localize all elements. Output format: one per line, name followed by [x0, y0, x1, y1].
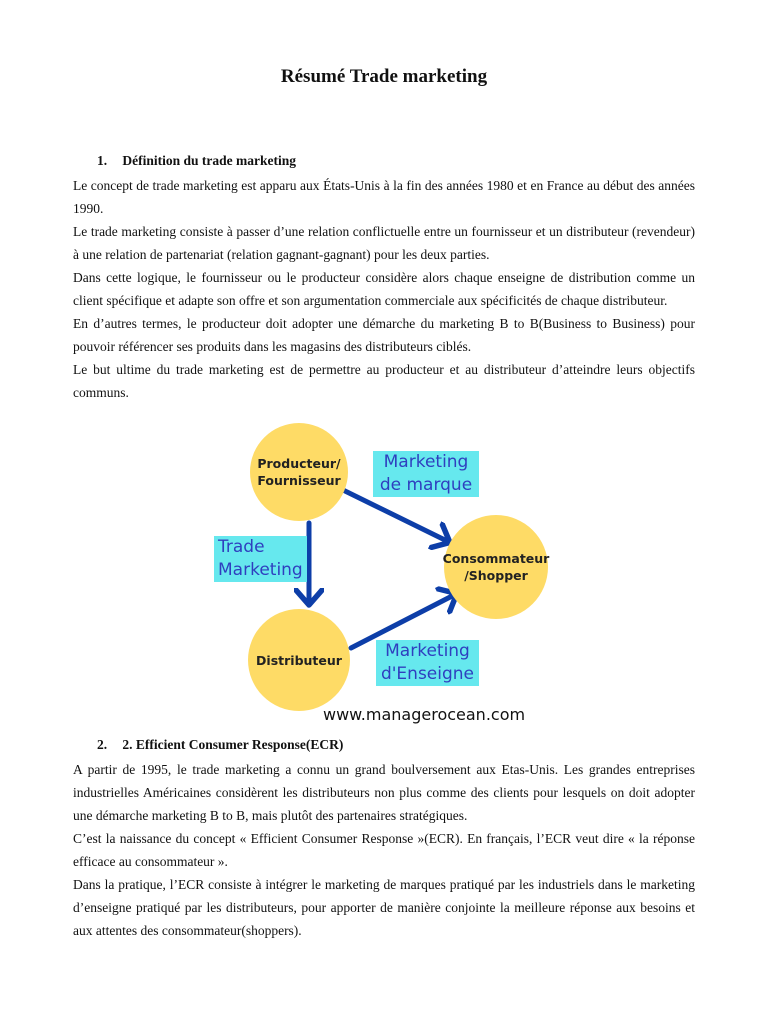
- page-title: Résumé Trade marketing: [280, 66, 488, 87]
- node-producteur-label: Producteur/ Fournisseur: [257, 456, 341, 488]
- paragraph: Le concept de trade marketing est apparu aux États-Unis à la fin des années 1980 et en France au début des années 1990.: [73, 178, 695, 216]
- section-number: 1.: [97, 153, 108, 168]
- paragraph: A partir de 1995, le trade marketing a connu un grand boulversement aux Etas-Unis. Les grandes entreprises industrielles Américaines considèrent les distributeurs non plus comme des clients pour lesquels on doit adopter une démarche marketing B to B, mais plutôt des partenaires stratégiques.: [73, 762, 695, 823]
- paragraph: Le but ultime du trade marketing est de permettre au producteur et au distributeur d’atteindre leurs objectifs communs.: [73, 362, 695, 400]
- paragraph: Dans cette logique, le fournisseur ou le producteur considère alors chaque enseigne de distribution comme un client spécifique et adapte son offre et son argumentation commerciale aux spécificités de chaque distributeur.: [73, 270, 695, 308]
- node-consommateur: [444, 515, 548, 619]
- section-body-ecr: [73, 758, 695, 942]
- website-watermark: www.managerocean.com: [323, 705, 526, 724]
- section-heading-text: Définition du trade marketing: [122, 153, 296, 168]
- trade-marketing-diagram: [205, 406, 551, 726]
- label-trade-marketing: Trade Marketing: [214, 536, 307, 582]
- node-consommateur-label: Consommateur /Shopper: [442, 551, 550, 583]
- paragraph: Dans la pratique, l’ECR consiste à intégrer le marketing de marques pratiqué par les industriels dans le marketing d’enseigne pratiqué par les distributeurs, pour apporter de manière conjointe la meilleure réponse aux besoins et aux attentes des consommateur(shoppers).: [73, 877, 695, 938]
- section-heading-definition: [97, 153, 296, 169]
- node-distributeur: [248, 609, 350, 711]
- section-number: 2.: [97, 737, 108, 752]
- paragraph: En d’autres termes, le producteur doit adopter une démarche du marketing B to B(Business to Business) pour pouvoir référencer ses produits dans les magasins des distributeurs ciblés.: [73, 316, 695, 354]
- section-heading-text: 2. Efficient Consumer Response(ECR): [122, 737, 344, 752]
- paragraph: Le trade marketing consiste à passer d’une relation conflictuelle entre un fournisseur et un distributeur (revendeur) à une relation de partenariat (relation gagnant-gagnant) pour les deux parties.: [73, 224, 695, 262]
- label-marketing-de-marque: Marketing de marque: [373, 451, 479, 497]
- section-heading-ecr: [97, 737, 343, 753]
- node-distributeur-label: Distributeur: [256, 652, 342, 668]
- label-marketing-enseigne: Marketing d'Enseigne: [376, 640, 479, 686]
- node-producteur: [250, 423, 348, 521]
- arrow-producteur-to-consommateur: [343, 490, 449, 542]
- paragraph: C’est la naissance du concept « Efficient Consumer Response »(ECR). En français, l’ECR veut dire « la réponse efficace au consommateur ».: [73, 831, 695, 869]
- section-body-definition: [73, 174, 695, 404]
